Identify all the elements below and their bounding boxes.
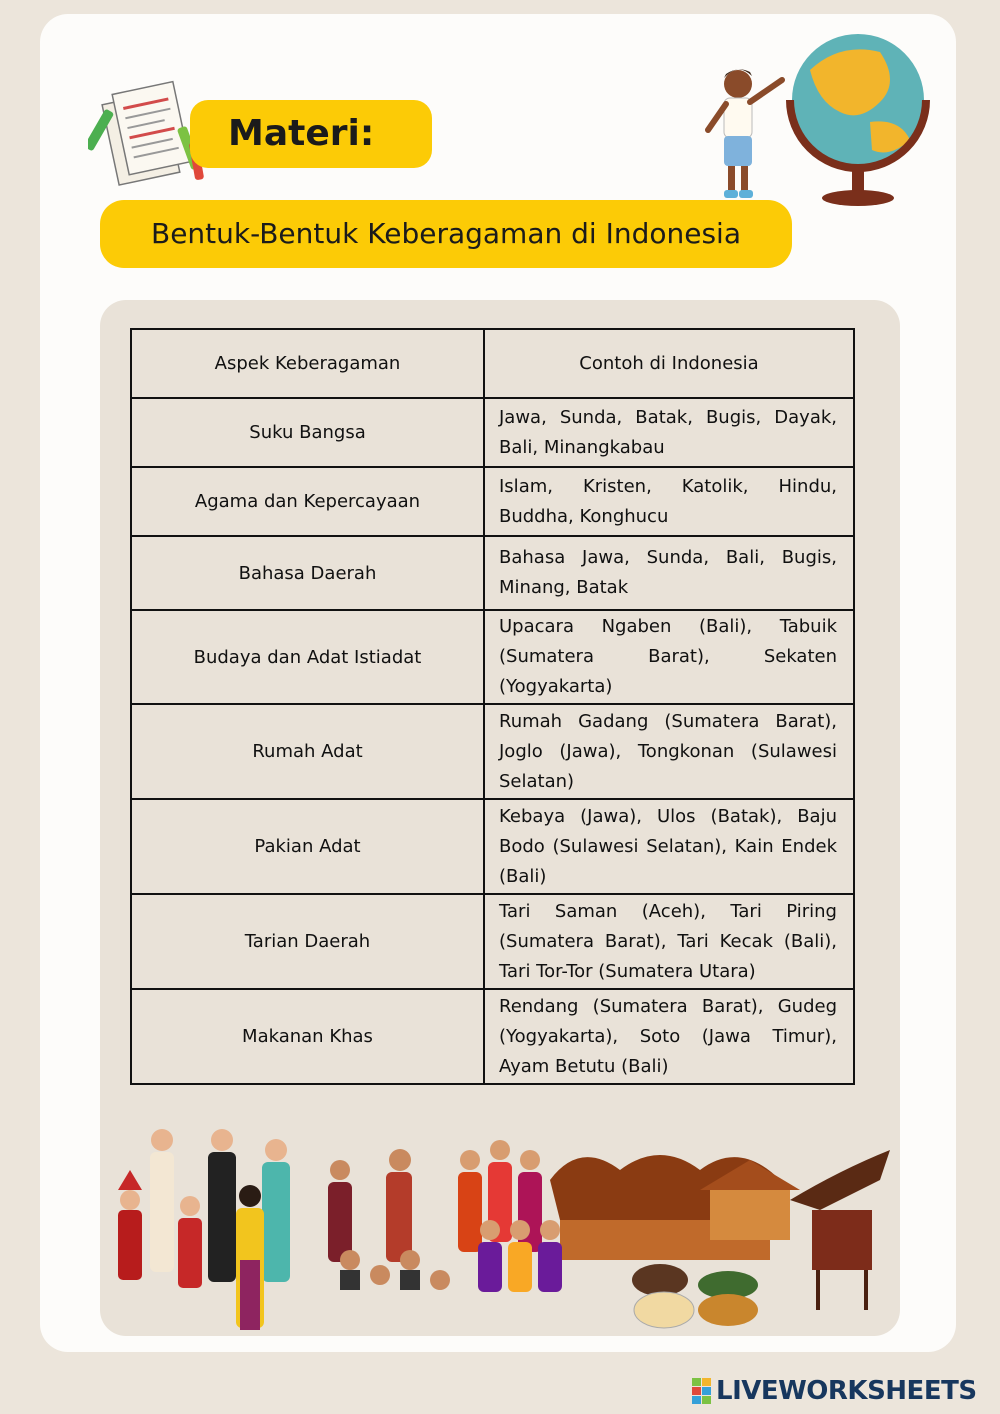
contoh-cell: Tari Saman (Aceh), Tari Piring (Sumatera Barat), Tari Kecak (Bali), Tari Tor-Tor (Sumatera Utara) — [484, 894, 854, 989]
column-header-contoh: Contoh di Indonesia — [484, 329, 854, 398]
table-row — [131, 799, 854, 894]
table-row — [131, 894, 854, 989]
aspek-cell: Makanan Khas — [131, 989, 484, 1084]
contoh-cell: Rumah Gadang (Sumatera Barat), Joglo (Jawa), Tongkonan (Sulawesi Selatan) — [484, 704, 854, 799]
table-row — [131, 610, 854, 704]
contoh-cell: Islam, Kristen, Katolik, Hindu, Buddha, Konghucu — [484, 467, 854, 536]
table-row — [131, 398, 854, 467]
table-row — [131, 989, 854, 1084]
liveworksheets-logo — [692, 1376, 977, 1406]
table-row — [131, 467, 854, 536]
page-title: Bentuk-Bentuk Keberagaman di Indonesia — [100, 200, 792, 268]
table-header-row — [131, 329, 854, 398]
contoh-cell: Rendang (Sumatera Barat), Gudeg (Yogyakarta), Soto (Jawa Timur), Ayam Betutu (Bali) — [484, 989, 854, 1084]
liveworksheets-logo-icon — [692, 1378, 712, 1404]
contoh-cell: Upacara Ngaben (Bali), Tabuik (Sumatera Barat), Sekaten (Yogyakarta) — [484, 610, 854, 704]
brand-text: LIVEWORKSHEETS — [716, 1376, 977, 1406]
traditional-culture-illustration — [100, 1110, 900, 1340]
materi-label: Materi: — [190, 100, 432, 168]
aspek-cell: Agama dan Kepercayaan — [131, 467, 484, 536]
diversity-table — [130, 328, 855, 1085]
globe-icon — [690, 22, 940, 212]
aspek-cell: Bahasa Daerah — [131, 536, 484, 610]
aspek-cell: Pakian Adat — [131, 799, 484, 894]
boy-illustration — [708, 69, 782, 198]
contoh-cell: Bahasa Jawa, Sunda, Bali, Bugis, Minang, Batak — [484, 536, 854, 610]
table-row — [131, 536, 854, 610]
column-header-aspek: Aspek Keberagaman — [131, 329, 484, 398]
aspek-cell: Tarian Daerah — [131, 894, 484, 989]
aspek-cell: Budaya dan Adat Istiadat — [131, 610, 484, 704]
table-row — [131, 704, 854, 799]
contoh-cell: Kebaya (Jawa), Ulos (Batak), Baju Bodo (Sulawesi Selatan), Kain Endek (Bali) — [484, 799, 854, 894]
aspek-cell: Suku Bangsa — [131, 398, 484, 467]
aspek-cell: Rumah Adat — [131, 704, 484, 799]
contoh-cell: Jawa, Sunda, Batak, Bugis, Dayak, Bali, Minangkabau — [484, 398, 854, 467]
